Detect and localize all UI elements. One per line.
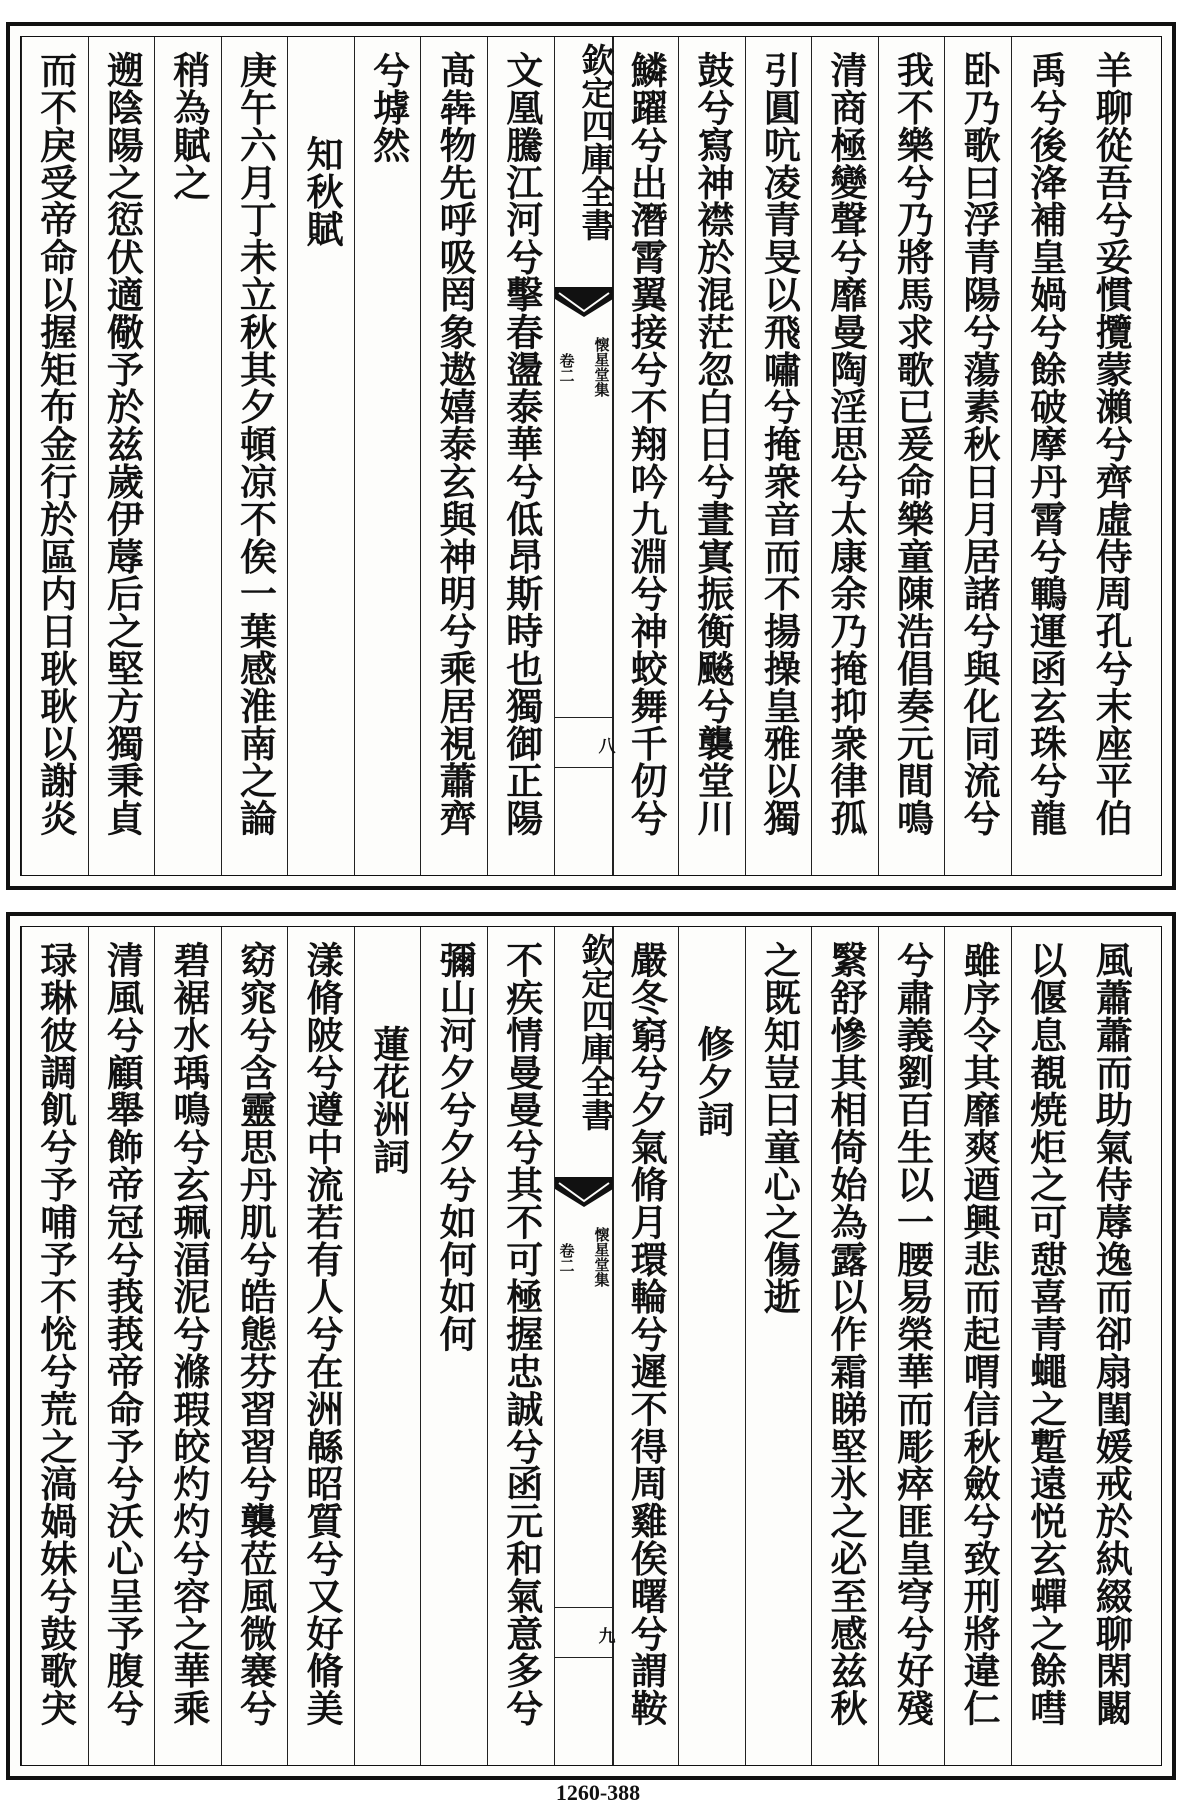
- column-text: 我不樂兮乃將馬求歌已爰命樂童陳浩倡奏元間鳴: [890, 51, 935, 837]
- text-column: [678, 927, 746, 1765]
- divider: [555, 1657, 613, 1658]
- text-column: [487, 37, 555, 875]
- column-text: 而不戾受帝命以握矩布金行於區内日耿耿以謝炎: [33, 51, 78, 837]
- text-column: [221, 927, 289, 1765]
- text-column: [154, 37, 222, 875]
- book-page-lower: [6, 912, 1176, 1780]
- column-text: 雖序令其靡爽逎興悲而起喟信秋斂兮致刑將違仁: [957, 941, 1002, 1727]
- book-title: 懐星堂集: [592, 337, 611, 397]
- text-column: [811, 927, 879, 1765]
- column-text: 碧裾水瑀鳴兮玄珮湢泥兮滌瑕皎灼灼兮容之華乘: [166, 941, 211, 1727]
- book-title: 懐星堂集: [592, 1227, 611, 1287]
- text-column: [420, 37, 488, 875]
- text-column: [1011, 37, 1079, 875]
- catalog-number: 1260-388: [555, 1780, 641, 1805]
- column-text: 引圓吭凌青旻以飛嘯兮掩衆音而不揚操皇雅以獨: [757, 51, 802, 837]
- column-text: 嚴冬窮兮夕氣脩月環輪兮遲不得周雞俟曙兮謂鞍: [624, 941, 669, 1727]
- text-column: [21, 927, 89, 1765]
- column-text: 蓮花洲詞: [366, 1025, 411, 1175]
- column-text: 不疾情曼曼兮其不可極握忠誠兮函元和氣意多兮: [499, 941, 544, 1727]
- divider: [555, 767, 613, 768]
- column-text: 以偃息覩焼炬之可憇喜青蠅之蹔遠悦玄蟬之餘嘒: [1023, 941, 1068, 1727]
- text-column: [21, 37, 89, 875]
- column-text: 知秋賦: [300, 135, 345, 248]
- collection-title: 欽定四庫全書: [576, 933, 616, 1131]
- text-column: [354, 37, 422, 875]
- page-number: 八: [594, 737, 615, 754]
- column-text: 禹兮後洚補皇媧兮餘破摩丹霄兮鶤運函玄珠兮龍: [1023, 51, 1068, 837]
- column-text: 羊聊從吾兮妥慣攬蒙瀨兮齊虛侍周孔兮末座平伯: [1089, 51, 1134, 837]
- column-text: 鼓兮寫神襟於混茫忽白日兮晝寘振衡飈兮襲堂川: [690, 51, 735, 837]
- column-text: 窈窕兮含靈思丹肌兮皓態芬習習兮襲莅風微褰兮: [233, 941, 278, 1727]
- text-column: [811, 37, 879, 875]
- volume-label: 卷二: [557, 1243, 576, 1273]
- column-text: 清商極變聲兮靡曼陶淫思兮太康余乃掩抑衆律孤: [823, 51, 868, 837]
- column-text: 之既知豈曰童心之傷逝: [757, 941, 802, 1315]
- volume-label: 卷二: [557, 353, 576, 383]
- text-column: [878, 927, 946, 1765]
- column-text: 彌山河夕兮夕兮如何如何: [433, 941, 478, 1353]
- text-column: [1011, 927, 1079, 1765]
- text-column: [612, 37, 680, 875]
- text-column: [354, 927, 422, 1765]
- column-text: 稍為賦之: [166, 51, 211, 201]
- text-column: [1077, 927, 1144, 1765]
- center-gutter: [554, 37, 614, 875]
- page-frame: [20, 36, 1162, 876]
- text-column: [287, 37, 355, 875]
- text-column: [745, 927, 813, 1765]
- column-text: 遡陰陽之愆伏適儆予於兹歲伊蓐后之堅方獨秉貞: [100, 51, 145, 837]
- text-column: [154, 927, 222, 1765]
- column-text: 兮肅義劉百生以一腰易榮華而彫瘁匪皇穹兮好殘: [890, 941, 935, 1727]
- column-text: 繄舒慘其相倚始為露以作霜睇堅氷之必至感兹秋: [823, 941, 868, 1727]
- column-text: 風蕭蕭而助氣侍蓐逸而卻扇閨媛戒於紈綴聊閑闞: [1089, 941, 1134, 1727]
- divider: [555, 1607, 613, 1608]
- text-column: [612, 927, 680, 1765]
- page-number: 九: [594, 1627, 615, 1644]
- text-column: [944, 927, 1012, 1765]
- collection-title: 欽定四庫全書: [576, 43, 616, 241]
- text-column: [88, 927, 156, 1765]
- text-column: [745, 37, 813, 875]
- text-column: [678, 37, 746, 875]
- text-column: [1077, 37, 1144, 875]
- column-text: 鱗躍兮出潛霄翼接兮不翔吟九淵兮神蛟舞千仞兮: [624, 51, 669, 837]
- column-text: 兮㙤然: [366, 51, 411, 164]
- column-text: 文凰騰江河兮擊春盪泰華兮低昂斯時也獨御正陽: [499, 51, 544, 837]
- text-column: [88, 37, 156, 875]
- fish-tail-mark: [555, 1177, 613, 1211]
- text-column: [487, 927, 555, 1765]
- center-gutter: [554, 927, 614, 1765]
- page-frame: [20, 926, 1162, 1766]
- column-text: 琭琳彼調飢兮予哺予不恱兮荒之滈媧妹兮鼓歌宊: [33, 941, 78, 1727]
- text-column: [420, 927, 488, 1765]
- column-text: 清風兮顧舉飾帝冠兮莪莪帝命予兮沃心呈予腹兮: [100, 941, 145, 1727]
- column-text: 髙犇物先呼吸罔象遨嬉泰玄與神明兮乘居視蕭齊: [433, 51, 478, 837]
- column-text: 庚午六月丁未立秋其夕頓凉不俟一葉感淮南之論: [233, 51, 278, 837]
- text-column: [221, 37, 289, 875]
- column-text: 漾脩陂兮遵中流若有人兮在洲緜昭質兮又好脩美: [300, 941, 345, 1727]
- book-page-upper: [6, 22, 1176, 890]
- text-column: [287, 927, 355, 1765]
- column-text: 卧乃歌曰浮青陽兮蕩素秋日月居諸兮與化同流兮: [957, 51, 1002, 837]
- column-text: 修夕詞: [690, 1025, 735, 1138]
- text-column: [944, 37, 1012, 875]
- divider: [555, 717, 613, 718]
- fish-tail-mark: [555, 287, 613, 321]
- text-column: [878, 37, 946, 875]
